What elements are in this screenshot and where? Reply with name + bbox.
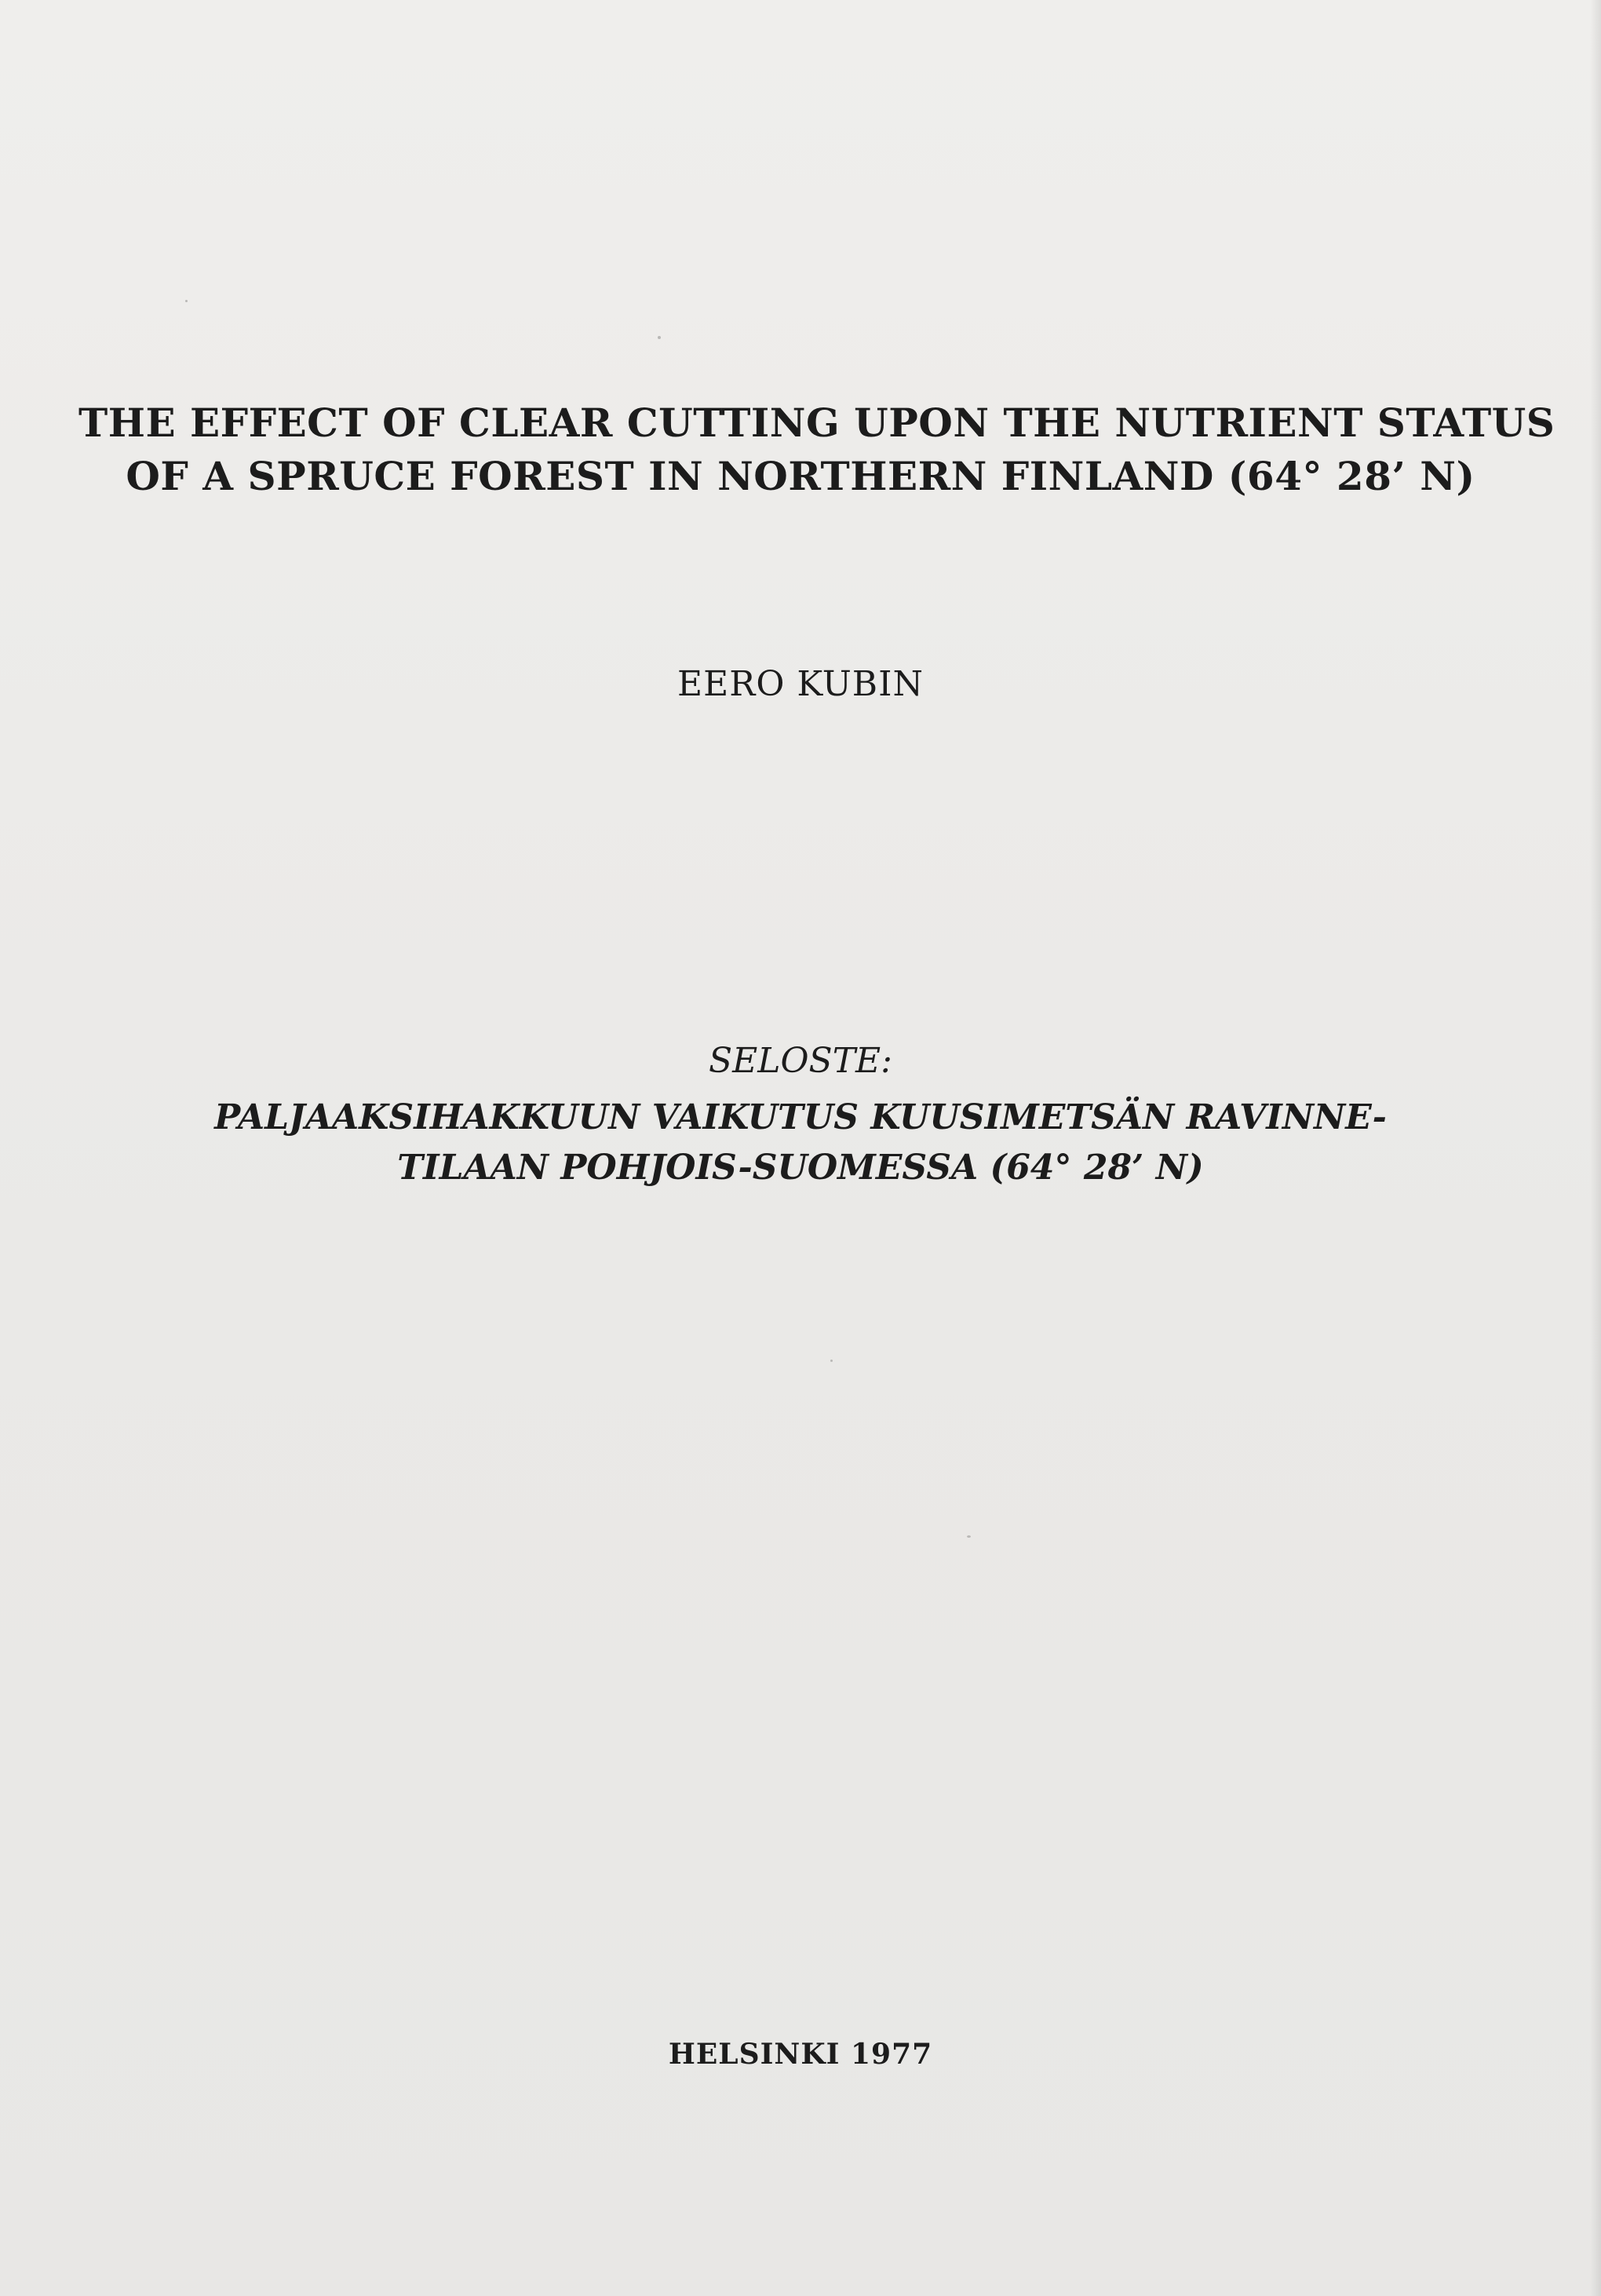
- paper-speck: [830, 1360, 833, 1362]
- summary-label: SELOSTE:: [709, 1041, 892, 1081]
- document-title-line-2: OF A SPRUCE FOREST IN NORTHERN FINLAND (64° 28’ N): [126, 453, 1475, 499]
- page-edge-shadow: [1590, 0, 1601, 2296]
- finnish-title: [78, 1093, 1523, 1193]
- finnish-title-line-1: PALJAAKSIHAKKUUN VAIKUTUS KUUSIMETSÄN RAVINNE-: [214, 1097, 1387, 1137]
- document-title: [78, 396, 1555, 503]
- paper-speck: [658, 336, 661, 339]
- place-and-year: HELSINKI 1977: [668, 2038, 933, 2071]
- document-title-line-1: THE EFFECT OF CLEAR CUTTING UPON THE NUTRIENT STATUS: [78, 400, 1555, 446]
- paper-speck: [185, 300, 188, 302]
- author-name: EERO KUBIN: [677, 664, 924, 704]
- finnish-title-line-2: TILAAN POHJOIS-SUOMESSA (64° 28’ N): [397, 1148, 1204, 1188]
- paper-speck: [967, 1535, 971, 1538]
